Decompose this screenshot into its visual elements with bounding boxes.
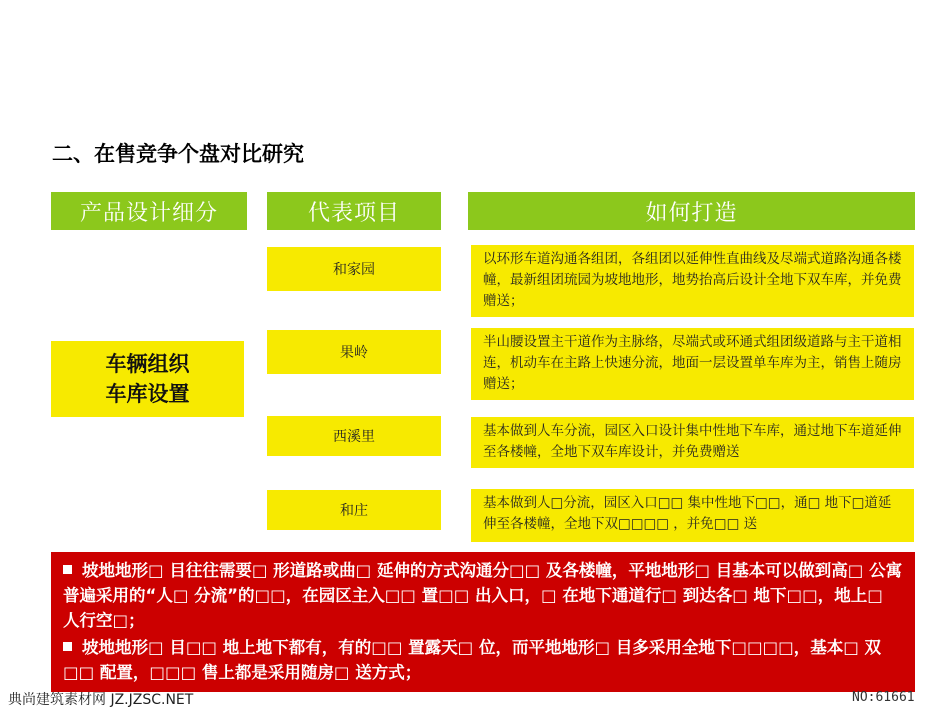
summary-item: 坡地地形□ 目□□ 地上地下都有，有的□□ 置露天□ 位，而平地地形□ 目多采用全地下□□□□，基本□ 双□□ 配置，□□□ 售上都是采用随房□ 送方式； xyxy=(63,638,882,682)
header-representative-project: 代表项目 xyxy=(267,192,441,230)
project-description: 半山腰设置主干道作为主脉络，尽端式或环通式组团级道路与主干道相连，机动车在主路上快速分流，地面一层设置单车库为主，销售上随房赠送； xyxy=(471,328,914,400)
page-title: 二、在售竞争个盘对比研究 xyxy=(52,142,304,166)
summary-item: 坡地地形□ 目往往需要□ 形道路或曲□ 延伸的方式沟通分□□ 及各楼幢，平地地形□ 目基本可以做到高□ 公寓普遍采用的“人□ 分流”的□□，在园区主入□□ 置□□ 出入口，□ 在地下通道行□ 到达各□ 地下□□，地上□ 人行空□； xyxy=(63,561,903,630)
watermark-left: 典尚建筑素材网 JZ.JZSC.NET xyxy=(8,692,194,708)
category-cell xyxy=(51,341,244,417)
square-bullet-icon xyxy=(63,642,72,651)
project-description: 以环形车道沟通各组团，各组团以延伸性直曲线及尽端式道路沟通各楼幢，最新组团琉园为坡地地形，地势抬高后设计全地下双车库，并免费赠送； xyxy=(471,245,914,317)
square-bullet-icon xyxy=(63,565,72,574)
summary-box xyxy=(51,552,915,692)
category-line-1: 车辆组织 xyxy=(105,352,190,376)
header-product-design: 产品设计细分 xyxy=(51,192,247,230)
project-cell: 和庄 xyxy=(267,490,441,530)
watermark-right: NO:61661 xyxy=(852,690,915,705)
project-cell: 和家园 xyxy=(267,247,441,291)
header-how-to-build: 如何打造 xyxy=(468,192,915,230)
category-line-2: 车库设置 xyxy=(105,382,190,406)
project-cell: 果岭 xyxy=(267,330,441,374)
project-description: 基本做到人□分流，园区入口□□ 集中性地下□□，通□ 地下□道延伸至各楼幢，全地下双□□□□ ，并免□□ 送 xyxy=(471,489,914,542)
project-cell: 西溪里 xyxy=(267,416,441,456)
project-description: 基本做到人车分流，园区入口设计集中性地下车库，通过地下车道延伸至各楼幢，全地下双车库设计，并免费赠送 xyxy=(471,417,914,468)
